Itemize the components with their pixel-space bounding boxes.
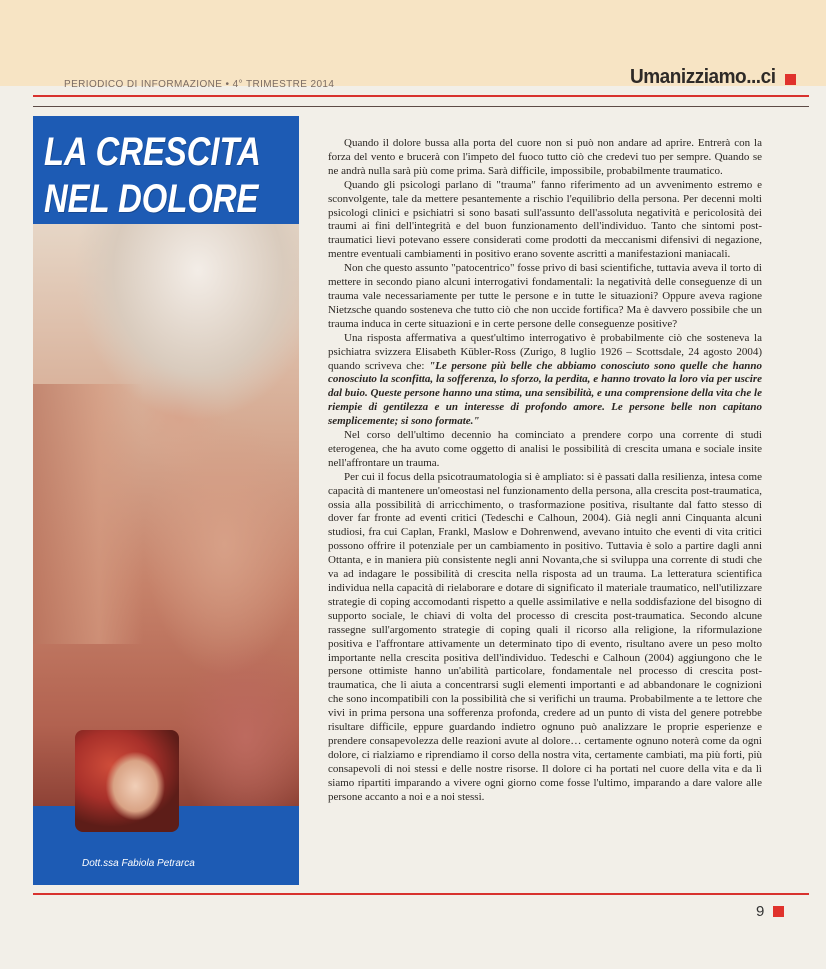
magazine-brand: Umanizziamo...ci [630,66,776,88]
paragraph: Nel corso dell'ultimo decennio ha cominciato a prendere corpo una corrente di studi eterogenea, che ha avuto come oggetto di analisi le possibilità di crescita umana e sociale insite nell'affrontare un trauma. [328,429,762,469]
quote: "Le persone più belle che abbiamo conosciuto sono quelle che hanno conosciuto la sconfitta, la sofferenza, lo sforzo, la perdita, e hanno trovato la loro via per uscire dal buio. Queste persone hanno una stima, una sensibilità, e una comprensione della vita che le riempie di gentilezza e un interesse di profondo amore. Le persone belle non capitano semplicemente; si sono formate." [328,359,762,428]
author-name: Dott.ssa Fabiola Petrarca [82,858,195,869]
page-title-line1: LA CRESCITA [44,130,261,174]
brand-square-icon [785,74,796,85]
paragraph: Quando il dolore bussa alla porta del cuore non si può non andare ad aprire. Entrerà con la forza del vento e brucerà con l'impeto del fuoco tutto ciò che credevi tuo per sempre. Quando se ne andrà nulla sarà più come prima. Sarà difficile, impossibile, probabilmente traumatico. [328,137,762,177]
author-avatar [75,730,179,832]
paragraph: Quando gli psicologi parlano di "trauma" fanno riferimento ad un avvenimento estremo e sconvolgente, tale da mettere pesantemente a rischio l'equilibrio della persona. Per decenni molti psicologi clinici e psichiatri si sono basati sull'assunto dell'assoluta negatività e pericolosità dei traumi ai fini dell'integrità e del buon funzionamento dell'individuo. Tanto che sintomi post-traumatici lievi potevano essere considerati come prodotti da meccanismi difensivi di negazione, mentre eventuali cambiamenti in positivo erano sovente ascritti a manifestazioni maniacali. [328,178,762,261]
page-square-icon [773,906,784,917]
page-title-line2: NEL DOLORE [44,177,259,221]
footer-rule [33,893,809,895]
paragraph: Non che questo assunto "patocentrico" fosse privo di basi scientifiche, tuttavia aveva il torto di mettere in secondo piano alcuni interrogativi fondamentali: la negatività delle conseguenze di un trauma vale necessariamente per tutte le persone e in tutte le situazioni? Oppure aveva ragione Nietzsche quando sosteneva che tutto ciò che non uccide fortifica? Ma è davvero possibile che un trauma induca in certe situazioni e in certe persone delle conseguenze positive? [328,262,762,330]
hand-shape [33,384,143,644]
paragraph-text: Una risposta affermativa a quest'ultimo interrogativo è probabilmente ciò che sosteneva la psichiatra svizzera Elisabeth Kübler-Ross (Zurigo, 8 luglio 1926 – Scottsdale, 24 agosto 2004) quando scriveva che: [328,331,762,372]
paragraph: Per cui il focus della psicotraumatologia si è ampliato: si è passati dalla resilienza, intesa come capacità di mantenere un'omeostasi nel funzionamento della persona, alla crescita post-traumatica, ossia alla possibilità di arricchimento, o trasformazione positiva, risultante dal fatto stesso di dover far fronte ad eventi critici (Tedeschi e Calhoun, 2004). Già negli anni Cinquanta alcuni studiosi, fra cui Caplan, Frankl, Maslow e Dohrenwend, avevano intuito che eventi di vita critici possono offrire il potenziale per un cambiamento in positivo. Tuttavia è solo a partire dagli anni Ottanta, e in maniera più consistente negli anni Novanta,che si sviluppa una corrente di studi che va ad indagare le possibilità di crescita nella risposta ad un trauma. La letteratura scientifica individua nella capacità di rielaborare e dotare di significato il materiale traumatico, nell'utilizzare strategie di coping accomodanti rispetto a quelle assimilative e nella soddisfazione del bisogno di supporto sociale, le chiavi di volta del processo di crescita post-traumatica. Secondo alcune rassegne sull'argomento strategie di coping quali il ricorso alla religione, la riformulazione positiva e l'affrontare attivamente un determinato tipo di evento, risultano avere un peso molto importante nella crescita positiva dell'individuo. Tedeschi e Calhoun (2004) aggiungono che le persone ottimiste hanno un'abilità particolare, fondamentale nel processo di crescita post-traumatica, che li aiuta a concentrarsi sugli elementi importanti e ad abbandonare le cognizioni che sono incompatibili con la possibilità che si verifichi un trauma. Probabilmente a te lettore che vivi in prima persona una sofferenza profonda, credere ad un punto di vista del genere potrebbe risultare difficile, eppure guardando indietro ognuno può analizzare le proprie esperienze e prendere consapevolezza delle reazioni avute al dolore… certamente ognuno noterà come da ogni dolore, ci rialziamo e riprendiamo il corso della nostra vita, certamente cambiati, ma più forti, più consapevoli di noi stessi e delle nostre risorse. Il dolore ci ha portati nel cuore della vita e da lì siamo ripartiti imparando a vivere ogni giorno come fosse l'ultimo, imparando a dare valore alle persone accanto a noi e a noi stessi. [328,470,762,803]
header-rule-thin [33,106,809,107]
article-body [328,137,762,805]
page-number: 9 [756,903,765,920]
header-rule [33,95,809,97]
periodical-label: PERIODICO DI INFORMAZIONE • 4° TRIMESTRE 2014 [64,79,335,90]
paragraph-with-quote [328,332,762,429]
